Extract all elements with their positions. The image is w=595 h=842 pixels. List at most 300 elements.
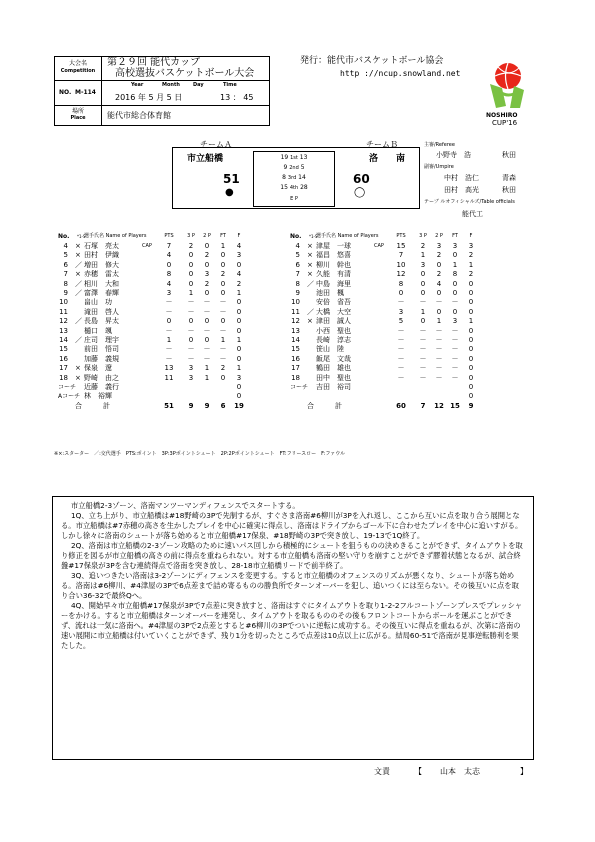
player-2p: －	[435, 336, 443, 344]
player-name: 池田 楓	[316, 289, 344, 297]
player-2p: 0	[204, 289, 210, 297]
player-3p: －	[419, 373, 427, 382]
header-no: No.	[58, 233, 70, 240]
month-label: Month	[162, 82, 180, 88]
header-2p: 2 P	[435, 233, 443, 239]
player-number: 18	[291, 373, 300, 382]
player-2p: 1	[436, 317, 442, 326]
player-number: 12	[59, 317, 68, 326]
total-fouls: 19	[234, 401, 244, 410]
player-ft: －	[451, 354, 459, 363]
player-name: 増田 修大	[84, 260, 119, 269]
player-3p: －	[187, 345, 195, 354]
player-2p: －	[203, 354, 211, 363]
player-3p: 0	[188, 270, 194, 279]
header-f: F	[237, 233, 241, 239]
player-3p: 3	[420, 260, 426, 269]
player-ft: 0	[452, 289, 458, 297]
player-ft: 3	[452, 317, 458, 326]
player-ft: 0	[452, 279, 458, 288]
player-number: 17	[59, 364, 68, 373]
report-paragraph: 4Q、開始早々市立船橋#17保泉が3Pで7点差に突き放すと、洛南はすぐにタイムアウトを取り1-2-2フルコートゾーンプレスでプレッシャーをかける。すると市立船橋はターンオーバーを連発し、タイムアウトを取るもののその後もフロントコートからボールを運ぶことができず、流れは一気に洛南へ。#4津屋の3Pで2点差とすると#6柳川の3Pでついに逆転に成功する。その後互いに得点を重ねるが、次第に洛南の速い展開に市立船橋は付いていくことができず、残り1分を切ったところで点差は10点以上に広がる。結局60-51で洛南が見事逆転勝利を果たした。	[61, 601, 523, 650]
player-2p: 2	[204, 251, 210, 260]
player-pts: 7	[166, 242, 172, 250]
game-info-box	[54, 56, 270, 126]
player-number: 15	[291, 345, 300, 354]
player-3p: －	[187, 326, 195, 335]
umpire-2-name: 田村 高光	[444, 186, 479, 194]
player-name: 近藤 義行	[84, 383, 119, 391]
player-ft: 0	[220, 289, 226, 297]
player-3p: －	[419, 336, 427, 344]
player-pts: 0	[398, 289, 404, 297]
player-number: 18	[59, 373, 68, 382]
player-fouls: 0	[236, 298, 242, 307]
header-2p: 2 P	[203, 233, 211, 239]
player-name: 前田 悟司	[84, 345, 119, 354]
player-name: 加藤 義規	[84, 354, 119, 363]
table-officials-value: 能代工	[462, 210, 483, 218]
player-2p: －	[435, 345, 443, 354]
header-starter: *1-S	[309, 234, 318, 239]
referee-label: 主審/Referee	[424, 142, 455, 148]
player-ft: 0	[452, 307, 458, 316]
player-2p: 0	[204, 317, 210, 326]
starter-mark: ×	[75, 270, 81, 279]
starter-mark: ×	[75, 242, 81, 250]
player-name: 庄司 理宇	[84, 336, 119, 344]
logo-sub: CUP'16	[492, 119, 518, 127]
player-2p: 0	[204, 242, 210, 250]
player-ft: －	[219, 354, 227, 363]
player-name: 鶴田 雄也	[316, 364, 351, 373]
player-fouls: 0	[236, 392, 242, 401]
header-no: No.	[290, 233, 302, 240]
player-number: 10	[291, 298, 300, 307]
score-box	[172, 147, 420, 209]
winner-mark: ◯	[354, 187, 366, 198]
player-ft: 3	[452, 242, 458, 250]
player-2p: 2	[436, 251, 442, 260]
player-ft: 2	[220, 270, 226, 279]
player-number: コーチ	[290, 384, 309, 391]
player-pts: －	[165, 298, 173, 307]
player-name: 久能 有清	[316, 270, 351, 279]
player-2p: 0	[436, 307, 442, 316]
umpire-2-pref: 秋田	[502, 186, 516, 194]
header-ft: FT	[452, 233, 458, 239]
player-number: 8	[295, 279, 300, 288]
header-name: 選手氏名 Name of Players	[84, 233, 147, 239]
player-name: 長崎 淳志	[316, 336, 351, 344]
q4-b: 28	[300, 184, 308, 191]
player-number: 14	[291, 336, 300, 344]
player-3p: 3	[188, 364, 194, 373]
quarter-row	[254, 174, 334, 182]
player-ft: －	[219, 307, 227, 316]
player-3p: 0	[188, 260, 194, 269]
player-number: 4	[295, 242, 300, 250]
player-ft: －	[451, 326, 459, 335]
player-2p: 3	[204, 270, 210, 279]
player-pts: －	[165, 326, 173, 335]
noshiro-cup-logo	[484, 60, 534, 116]
player-fouls: 0	[468, 345, 474, 354]
player-name: 林 裕輝	[84, 392, 112, 401]
time-label: Time	[223, 82, 237, 88]
player-name: 相川 大和	[84, 279, 119, 288]
player-fouls: 1	[236, 289, 242, 297]
player-fouls: 2	[468, 270, 474, 279]
player-ft: －	[451, 336, 459, 344]
player-2p: －	[203, 326, 211, 335]
header-f: F	[469, 233, 473, 239]
player-pts: －	[165, 307, 173, 316]
player-pts: 1	[166, 336, 172, 344]
player-fouls: 0	[468, 279, 474, 288]
player-name: 保泉 遼	[84, 364, 112, 373]
player-pts: 3	[398, 307, 404, 316]
player-fouls: 0	[468, 289, 474, 297]
place-label-en: Place	[70, 115, 86, 121]
quarter-row	[254, 154, 334, 162]
player-fouls: 0	[468, 307, 474, 316]
player-fouls: 0	[468, 383, 474, 391]
stats-legend: ※×:スターター ／:交代選手 PTS:ポイント 3P:3Pポイントシュート 2P:2Pポイントシュート FT:フリースロー F:ファウル	[54, 451, 346, 457]
player-ft: 1	[452, 260, 458, 269]
player-3p: 0	[188, 317, 194, 326]
player-2p: 2	[436, 270, 442, 279]
player-name: 大橋 大空	[316, 307, 351, 316]
player-fouls: 0	[468, 336, 474, 344]
player-pts: －	[397, 326, 405, 335]
game-report-text	[61, 501, 525, 651]
player-pts: －	[397, 354, 405, 363]
player-3p: －	[419, 354, 427, 363]
player-2p: 0	[204, 260, 210, 269]
player-2p: －	[435, 354, 443, 363]
header-3p: 3 P	[419, 233, 427, 239]
ep-label: E P	[290, 196, 298, 202]
quarter-row	[254, 164, 334, 172]
player-name: 柳川 幹也	[316, 260, 351, 269]
player-name: 津屋 一球	[316, 242, 351, 250]
player-3p: －	[187, 298, 195, 307]
author-bracket-close: 】	[520, 767, 528, 776]
player-ft: 0	[220, 317, 226, 326]
player-2p: －	[203, 307, 211, 316]
player-number: 13	[59, 326, 68, 335]
player-number: 13	[291, 326, 300, 335]
player-fouls: 0	[236, 260, 242, 269]
player-name: 中島 海里	[316, 279, 351, 288]
player-pts: 7	[398, 251, 404, 260]
player-3p: 0	[420, 317, 426, 326]
player-number: 7	[295, 270, 300, 279]
player-3p: －	[419, 345, 427, 354]
team-a-label: チームＡ	[200, 140, 232, 149]
referee-name: 小野寺 浩	[436, 151, 471, 159]
no-label: NO.	[59, 89, 72, 96]
q3-b: 14	[298, 174, 306, 181]
player-fouls: 3	[236, 251, 242, 260]
player-number: 7	[63, 270, 68, 279]
publisher-url: http ://ncup.snowland.net	[340, 69, 461, 78]
player-ft: －	[219, 298, 227, 307]
player-number: 5	[63, 251, 68, 260]
player-ft: 0	[220, 260, 226, 269]
player-pts: －	[397, 298, 405, 307]
captain-label: CAP	[374, 243, 384, 249]
player-2p: 1	[204, 373, 210, 382]
player-2p: 2	[204, 279, 210, 288]
player-number: 11	[291, 307, 300, 316]
q4-a: 15	[280, 184, 288, 191]
starter-mark: ／	[307, 279, 314, 288]
player-name: 津田 誠人	[316, 317, 351, 326]
header-starter: *1-S	[77, 234, 86, 239]
player-pts: 3	[166, 289, 172, 297]
total-fouls: 9	[468, 401, 474, 410]
starter-mark: ／	[75, 289, 82, 297]
player-fouls: 0	[236, 383, 242, 391]
total-3p: 9	[188, 401, 194, 410]
player-number: 8	[63, 279, 68, 288]
player-pts: 0	[166, 260, 172, 269]
player-pts: 13	[164, 364, 174, 373]
header-pts: PTS	[164, 233, 174, 239]
q1-label: 1st	[290, 155, 298, 161]
player-number: 6	[295, 260, 300, 269]
starter-mark: ／	[75, 317, 82, 326]
player-name: 安倍 省吾	[316, 298, 351, 307]
team-a-total: 51	[223, 172, 240, 186]
q1-b: 13	[299, 154, 308, 161]
player-3p: 1	[188, 289, 194, 297]
player-number: 4	[63, 242, 68, 250]
player-number: 16	[59, 354, 68, 363]
total-label: 合 計	[75, 401, 110, 410]
player-3p: 0	[420, 279, 426, 288]
player-ft: 0	[220, 251, 226, 260]
player-ft: －	[219, 326, 227, 335]
player-3p: －	[187, 354, 195, 363]
player-ft: －	[451, 364, 459, 373]
player-number: 16	[291, 354, 300, 363]
umpire-1-pref: 青森	[502, 174, 516, 182]
player-2p: 4	[436, 279, 442, 288]
player-fouls: 0	[236, 354, 242, 363]
player-number: Aコーチ	[58, 393, 81, 401]
player-fouls: 0	[468, 298, 474, 307]
player-ft: －	[451, 373, 459, 382]
q2-label: 2nd	[289, 165, 299, 171]
player-number: 15	[59, 345, 68, 354]
q4-label: 4th	[289, 185, 299, 191]
header-pts: PTS	[396, 233, 406, 239]
player-ft: 0	[220, 373, 226, 382]
player-pts: －	[397, 373, 405, 382]
author-label: 文責	[374, 767, 390, 776]
player-name: 石塚 亮太	[84, 242, 119, 250]
player-number: 9	[295, 289, 300, 297]
player-number: 5	[295, 251, 300, 260]
team-b-name: 洛 南	[369, 154, 406, 164]
player-name: 田村 伊織	[84, 251, 119, 260]
player-fouls: 0	[236, 345, 242, 354]
player-ft: 2	[220, 364, 226, 373]
game-time: 13 ： 45	[220, 93, 254, 102]
player-3p: 0	[188, 279, 194, 288]
player-name: 福昌 悠喜	[316, 251, 351, 260]
year-label: Year	[131, 82, 144, 88]
player-3p: 0	[188, 251, 194, 260]
player-fouls: 0	[468, 373, 474, 382]
player-fouls: 1	[468, 317, 474, 326]
player-2p: －	[435, 364, 443, 373]
total-2p: 12	[434, 401, 444, 410]
player-number: 6	[63, 260, 68, 269]
player-pts: 4	[166, 279, 172, 288]
player-pts: 0	[166, 317, 172, 326]
starter-mark: ×	[307, 242, 313, 250]
table-officials-label: テーブ ルオフィシャルズ/Table officials	[424, 199, 515, 205]
total-pts: 60	[396, 401, 406, 410]
player-pts: 12	[396, 270, 406, 279]
starter-mark: ×	[75, 251, 81, 260]
referee-pref: 秋田	[502, 151, 516, 159]
player-name: 田中 聖也	[316, 373, 351, 382]
q1-a: 19	[280, 154, 289, 161]
starter-mark: ×	[307, 251, 313, 260]
report-paragraph: 市立船橋2-3ゾーン、洛南マンツーマンディフェンスでスタートする。	[71, 501, 300, 510]
header-3p: 3 P	[187, 233, 195, 239]
player-fouls: 4	[236, 242, 242, 250]
player-number: 17	[291, 364, 300, 373]
player-pts: 8	[398, 279, 404, 288]
total-3p: 7	[420, 401, 426, 410]
starter-mark: ／	[75, 336, 82, 344]
player-3p: 0	[188, 336, 194, 344]
player-fouls: 2	[468, 251, 474, 260]
player-2p: －	[435, 373, 443, 382]
q2-b: 5	[300, 164, 305, 171]
starter-mark: ／	[307, 307, 314, 316]
competition-title-line2: 高校選抜バスケットボール大会	[115, 68, 255, 79]
player-3p: 3	[188, 373, 194, 382]
player-2p: 0	[436, 289, 442, 297]
player-fouls: 0	[468, 364, 474, 373]
player-pts: 8	[166, 270, 172, 279]
total-ft: 6	[220, 401, 226, 410]
captain-label: CAP	[142, 243, 152, 249]
player-pts: －	[397, 345, 405, 354]
report-paragraph: 2Q、洛南は市立船橋の2-3ゾーン攻略のために速いパス回しから積極的にシュートを狙うものの決めきることができず、タイムアウトを取り修正を図るが市立船橋の高さの前に得点を重ねられない。対する市立船橋も洛南の堅い守りを崩すことができず膠着状態となるが、試合終盤#17保泉が3Pを含む連続得点で洛南を突き放し、28-18市立船橋リードで前半終了。	[61, 541, 523, 570]
player-fouls: 3	[468, 242, 474, 250]
player-2p: 3	[436, 242, 442, 250]
player-name: 笹山 陸	[316, 345, 344, 354]
publisher: 発行：能代市バスケットボール協会	[300, 56, 444, 66]
basketball-icon	[484, 60, 534, 112]
game-number: M-114	[75, 89, 96, 96]
player-2p: 1	[204, 364, 210, 373]
player-name: 富澤 春輝	[84, 289, 119, 297]
player-ft: 1	[220, 336, 226, 344]
player-3p: －	[187, 307, 195, 316]
team-b-total: 60	[353, 172, 370, 186]
player-pts: －	[165, 354, 173, 363]
umpire-1-name: 中村 浩仁	[444, 174, 479, 182]
author-bracket-open: 【	[414, 767, 422, 776]
player-2p: －	[203, 345, 211, 354]
quarter-row	[254, 184, 334, 192]
player-fouls: 4	[236, 270, 242, 279]
player-ft: 1	[220, 242, 226, 250]
loser-mark: ●	[225, 187, 234, 198]
player-3p: 2	[188, 242, 194, 250]
player-3p: 1	[420, 307, 426, 316]
game-report-box	[52, 496, 534, 760]
q2-a: 9	[283, 164, 288, 171]
player-pts: 4	[166, 251, 172, 260]
player-ft: 0	[220, 279, 226, 288]
team-a-name: 市立船橋	[187, 154, 224, 164]
starter-mark: ×	[75, 364, 81, 373]
player-number: 10	[59, 298, 68, 307]
place-value: 能代市総合体育館	[107, 111, 171, 120]
player-ft: －	[451, 298, 459, 307]
player-3p: －	[419, 364, 427, 373]
player-fouls: 1	[236, 364, 242, 373]
author-name: 山本 太志	[440, 767, 480, 776]
player-fouls: 3	[236, 373, 242, 382]
q3-label: 3rd	[287, 175, 297, 181]
total-2p: 9	[204, 401, 210, 410]
player-3p: －	[419, 298, 427, 307]
player-pts: 15	[396, 242, 406, 250]
player-3p: 2	[420, 242, 426, 250]
player-name: 赤穂 雷太	[84, 270, 119, 279]
player-2p: 0	[436, 260, 442, 269]
player-name: 野崎 由之	[84, 373, 119, 382]
player-fouls: 1	[236, 336, 242, 344]
player-2p: －	[435, 298, 443, 307]
player-fouls: 0	[468, 326, 474, 335]
total-pts: 51	[164, 401, 174, 410]
starter-mark: ／	[75, 279, 82, 288]
q3-a: 8	[282, 174, 286, 181]
player-3p: 0	[420, 270, 426, 279]
total-label: 合 計	[307, 401, 342, 410]
logo-name: NOSHIRO	[486, 112, 518, 119]
player-number: 12	[291, 317, 300, 326]
player-name: 小西 聖也	[316, 326, 351, 335]
player-fouls: 0	[468, 392, 474, 401]
player-number: 9	[63, 289, 68, 297]
player-fouls: 0	[236, 317, 242, 326]
player-name: 畠山 功	[84, 298, 112, 307]
starter-mark: ×	[307, 317, 313, 326]
player-3p: 0	[420, 289, 426, 297]
player-name: 樋口 颯	[84, 326, 112, 335]
player-fouls: 0	[236, 307, 242, 316]
starter-mark: ×	[307, 260, 313, 269]
player-fouls: 1	[468, 260, 474, 269]
player-ft: －	[219, 345, 227, 354]
taikai-label: 大会名	[68, 60, 87, 67]
player-number: 11	[59, 307, 68, 316]
place-label: 場所	[71, 108, 84, 115]
